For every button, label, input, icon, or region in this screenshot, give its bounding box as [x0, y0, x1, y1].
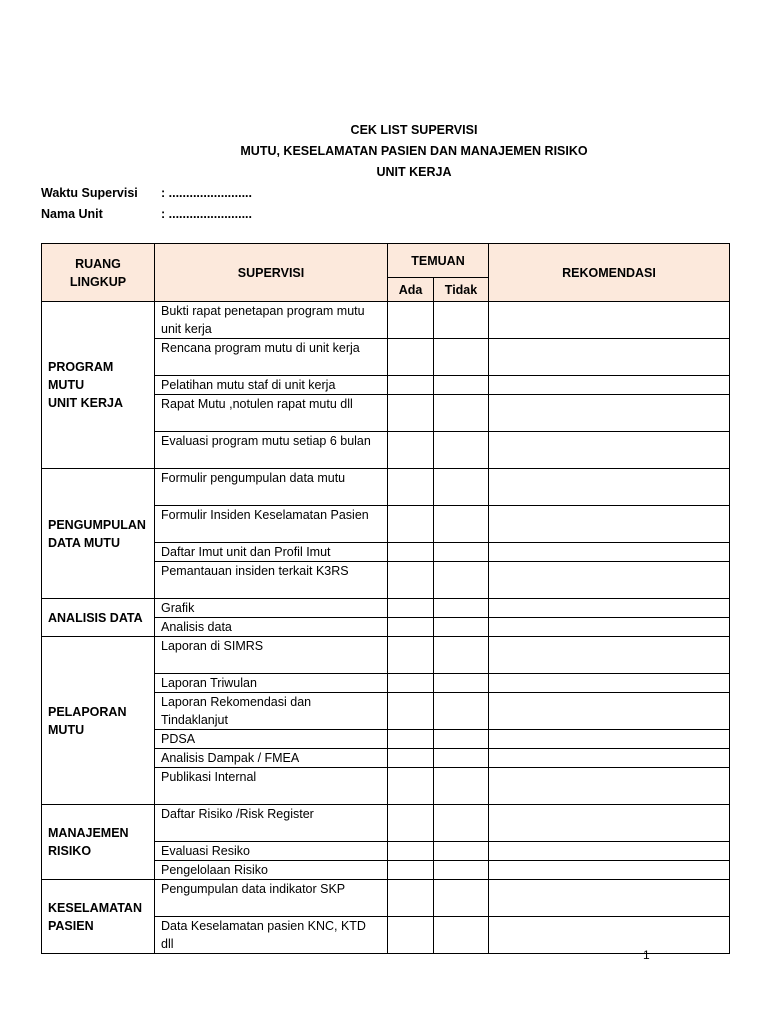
- ada-cell[interactable]: [388, 469, 434, 506]
- ada-cell[interactable]: [388, 730, 434, 749]
- rekomendasi-cell[interactable]: [489, 599, 730, 618]
- group-label: ANALISIS DATA: [42, 599, 155, 637]
- supervision-item: Daftar Risiko /Risk Register: [155, 805, 388, 842]
- table-row: [42, 880, 730, 917]
- rekomendasi-cell[interactable]: [489, 842, 730, 861]
- rekomendasi-cell[interactable]: [489, 395, 730, 432]
- form-subtitle: MUTU, KESELAMATAN PASIEN DAN MANAJEMEN RISIKO: [240, 144, 588, 158]
- supervision-item: Formulir pengumpulan data mutu: [155, 469, 388, 506]
- page-number: 1: [643, 948, 650, 962]
- waktu-supervisi-value[interactable]: : ........................: [161, 186, 252, 200]
- rekomendasi-cell[interactable]: [489, 693, 730, 730]
- nama-unit-row: [41, 207, 252, 221]
- nama-unit-label: Nama Unit: [41, 207, 103, 221]
- rekomendasi-cell[interactable]: [489, 861, 730, 880]
- rekomendasi-cell[interactable]: [489, 730, 730, 749]
- header-supervisi: SUPERVISI: [155, 244, 388, 302]
- rekomendasi-cell[interactable]: [489, 880, 730, 917]
- rekomendasi-cell[interactable]: [489, 376, 730, 395]
- supervision-item: Grafik: [155, 599, 388, 618]
- header-rekomendasi: REKOMENDASI: [489, 244, 730, 302]
- supervision-item: Bukti rapat penetapan program mutu unit kerja: [155, 302, 388, 339]
- ada-cell[interactable]: [388, 543, 434, 562]
- tidak-cell[interactable]: [434, 376, 489, 395]
- form-unit-title: UNIT KERJA: [376, 165, 452, 179]
- tidak-cell[interactable]: [434, 842, 489, 861]
- supervision-item: Data Keselamatan pasien KNC, KTD dll: [155, 917, 388, 954]
- ada-cell[interactable]: [388, 376, 434, 395]
- tidak-cell[interactable]: [434, 469, 489, 506]
- table-row: [42, 469, 730, 506]
- supervision-item: Rencana program mutu di unit kerja: [155, 339, 388, 376]
- supervision-item: Laporan di SIMRS: [155, 637, 388, 674]
- ada-cell[interactable]: [388, 599, 434, 618]
- ada-cell[interactable]: [388, 302, 434, 339]
- supervision-item: Analisis data: [155, 618, 388, 637]
- supervision-item: Evaluasi Resiko: [155, 842, 388, 861]
- header-tidak: Tidak: [434, 278, 489, 302]
- ada-cell[interactable]: [388, 506, 434, 543]
- rekomendasi-cell[interactable]: [489, 469, 730, 506]
- rekomendasi-cell[interactable]: [489, 562, 730, 599]
- rekomendasi-cell[interactable]: [489, 674, 730, 693]
- tidak-cell[interactable]: [434, 805, 489, 842]
- group-label: KESELAMATAN PASIEN: [42, 880, 155, 954]
- tidak-cell[interactable]: [434, 302, 489, 339]
- tidak-cell[interactable]: [434, 599, 489, 618]
- ada-cell[interactable]: [388, 768, 434, 805]
- supervision-item: Pelatihan mutu staf di unit kerja: [155, 376, 388, 395]
- tidak-cell[interactable]: [434, 543, 489, 562]
- header-ada: Ada: [388, 278, 434, 302]
- ada-cell[interactable]: [388, 562, 434, 599]
- ada-cell[interactable]: [388, 432, 434, 469]
- supervision-item: Laporan Triwulan: [155, 674, 388, 693]
- supervision-item: Formulir Insiden Keselamatan Pasien: [155, 506, 388, 543]
- tidak-cell[interactable]: [434, 917, 489, 954]
- table-row: [42, 637, 730, 674]
- ada-cell[interactable]: [388, 339, 434, 376]
- rekomendasi-cell[interactable]: [489, 805, 730, 842]
- ada-cell[interactable]: [388, 842, 434, 861]
- group-label: MANAJEMEN RISIKO: [42, 805, 155, 880]
- waktu-supervisi-row: [41, 186, 252, 200]
- tidak-cell[interactable]: [434, 674, 489, 693]
- rekomendasi-cell[interactable]: [489, 302, 730, 339]
- tidak-cell[interactable]: [434, 618, 489, 637]
- ada-cell[interactable]: [388, 395, 434, 432]
- ada-cell[interactable]: [388, 917, 434, 954]
- group-label: PENGUMPULAN DATA MUTU: [42, 469, 155, 599]
- ada-cell[interactable]: [388, 618, 434, 637]
- supervision-item: Pengumpulan data indikator SKP: [155, 880, 388, 917]
- tidak-cell[interactable]: [434, 432, 489, 469]
- supervision-item: PDSA: [155, 730, 388, 749]
- ada-cell[interactable]: [388, 861, 434, 880]
- group-label: PELAPORAN MUTU: [42, 637, 155, 805]
- supervision-item: Publikasi Internal: [155, 768, 388, 805]
- tidak-cell[interactable]: [434, 749, 489, 768]
- supervision-item: Daftar Imut unit dan Profil Imut: [155, 543, 388, 562]
- ada-cell[interactable]: [388, 880, 434, 917]
- supervision-item: Pengelolaan Risiko: [155, 861, 388, 880]
- supervision-item: Laporan Rekomendasi dan Tindaklanjut: [155, 693, 388, 730]
- tidak-cell[interactable]: [434, 768, 489, 805]
- tidak-cell[interactable]: [434, 880, 489, 917]
- header-ruang-lingkup: RUANG LINGKUP: [42, 244, 155, 302]
- tidak-cell[interactable]: [434, 861, 489, 880]
- tidak-cell[interactable]: [434, 730, 489, 749]
- table-row: [42, 805, 730, 842]
- ada-cell[interactable]: [388, 674, 434, 693]
- header-temuan: TEMUAN: [388, 244, 489, 278]
- form-title: CEK LIST SUPERVISI: [350, 123, 478, 137]
- rekomendasi-cell[interactable]: [489, 618, 730, 637]
- supervision-table: [41, 243, 730, 954]
- nama-unit-value[interactable]: : ........................: [161, 207, 252, 221]
- ada-cell[interactable]: [388, 693, 434, 730]
- supervision-item: Rapat Mutu ,notulen rapat mutu dll: [155, 395, 388, 432]
- supervision-item: Pemantauan insiden terkait K3RS: [155, 562, 388, 599]
- group-label: PROGRAM MUTU UNIT KERJA: [42, 302, 155, 469]
- tidak-cell[interactable]: [434, 506, 489, 543]
- rekomendasi-cell[interactable]: [489, 339, 730, 376]
- rekomendasi-cell[interactable]: [489, 432, 730, 469]
- rekomendasi-cell[interactable]: [489, 506, 730, 543]
- rekomendasi-cell[interactable]: [489, 749, 730, 768]
- tidak-cell[interactable]: [434, 562, 489, 599]
- supervision-item: Evaluasi program mutu setiap 6 bulan: [155, 432, 388, 469]
- tidak-cell[interactable]: [434, 693, 489, 730]
- rekomendasi-cell[interactable]: [489, 637, 730, 674]
- tidak-cell[interactable]: [434, 339, 489, 376]
- tidak-cell[interactable]: [434, 637, 489, 674]
- rekomendasi-cell[interactable]: [489, 543, 730, 562]
- rekomendasi-cell[interactable]: [489, 768, 730, 805]
- waktu-supervisi-label: Waktu Supervisi: [41, 186, 138, 200]
- supervision-item: Analisis Dampak / FMEA: [155, 749, 388, 768]
- ada-cell[interactable]: [388, 805, 434, 842]
- table-row: [42, 599, 730, 618]
- ada-cell[interactable]: [388, 749, 434, 768]
- table-row: [42, 302, 730, 339]
- tidak-cell[interactable]: [434, 395, 489, 432]
- rekomendasi-cell[interactable]: [489, 917, 730, 954]
- ada-cell[interactable]: [388, 637, 434, 674]
